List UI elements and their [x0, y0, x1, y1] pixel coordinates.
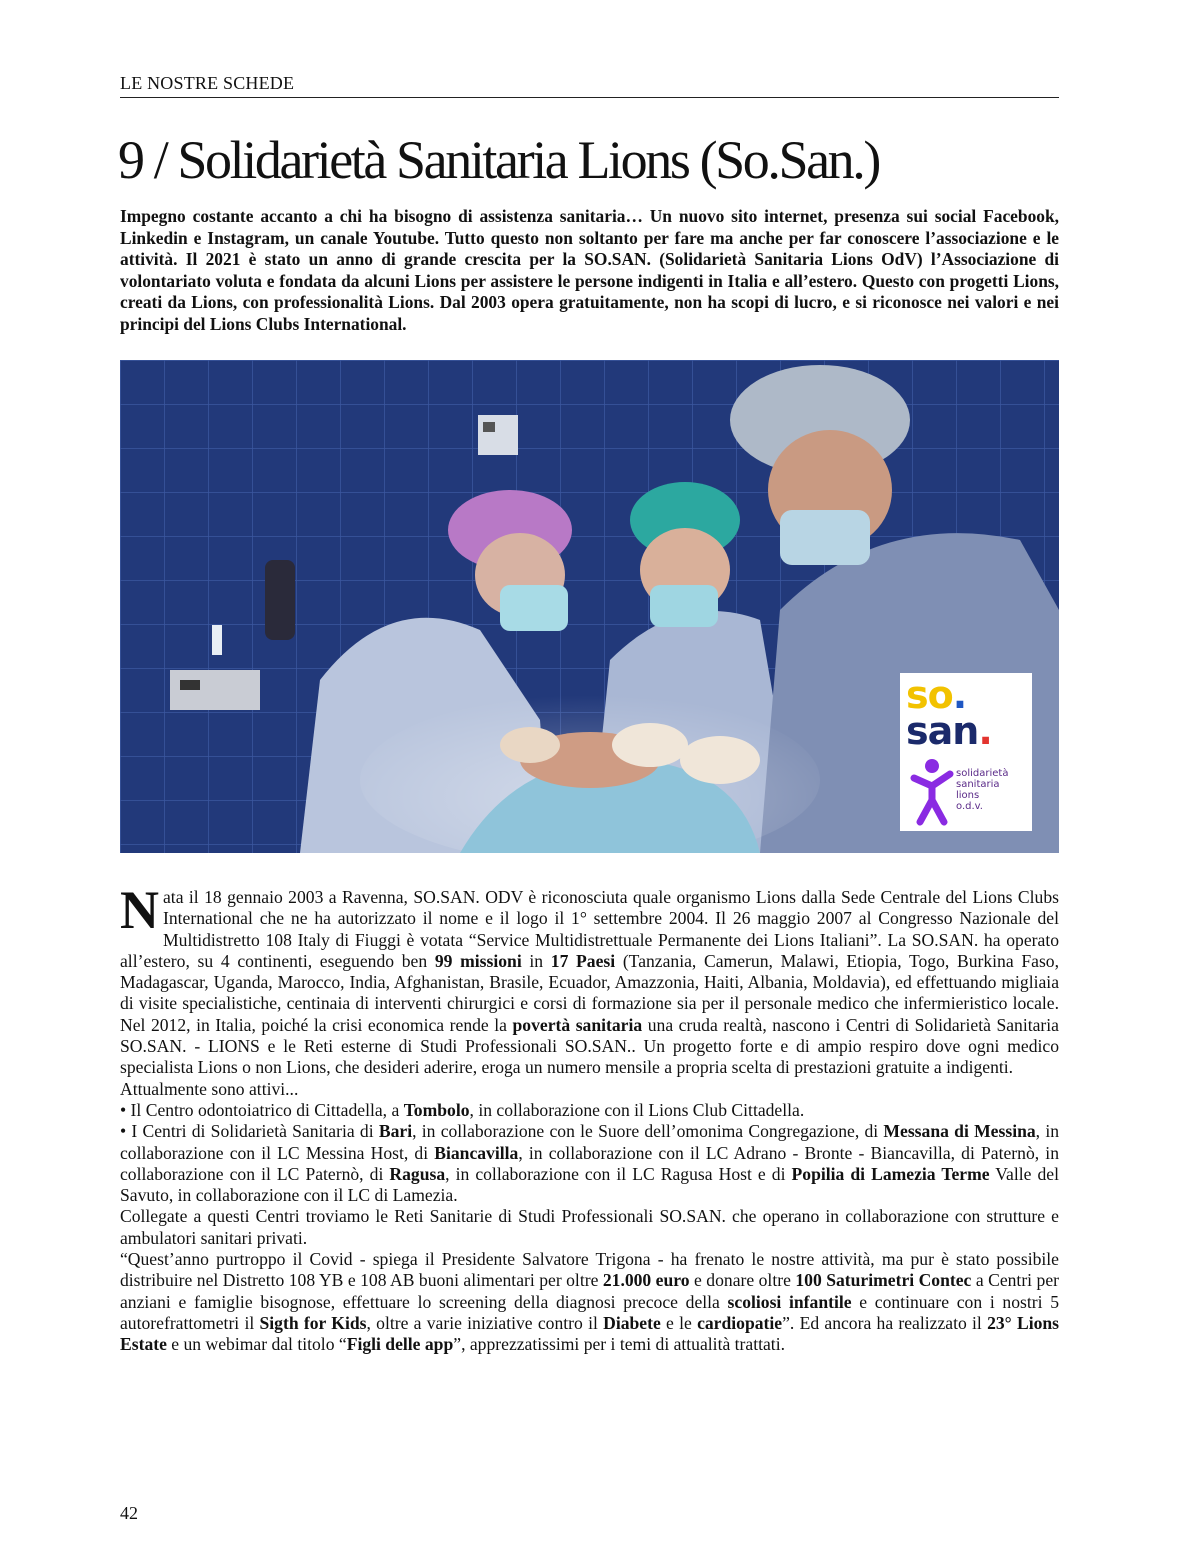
article-body	[120, 880, 1060, 1356]
page-number: 42	[120, 1503, 138, 1523]
sosan-logo	[900, 673, 1032, 831]
body-paragraph-6: “Quest’anno purtroppo il Covid - spiega il Presidente Salvatore Trigona - ha frenato le nostre attività, ma pur è stato possibile distribuire nel Distretto 108 YB e 108 AB buoni alimentari per oltre 21.000 euro e donare oltre 100 Saturimetri Contec a Centri per anziani e famiglie bisognose, effettuare lo screening della diagnosi precoce della scoliosi infantile e continuare con i nostri 5 autorefrattometri il Sigth for Kids, oltre a varie iniziative contro il Diabete e le cardiopatie”. Ed ancora ha realizzato il 23° Lions Estate e un webimar dal titolo “Figli delle app”, apprezzatissimi per i temi di attualità trattati.	[120, 1249, 1060, 1355]
header-rule	[120, 97, 1059, 98]
logo-wordmark-bottom: san.	[906, 709, 992, 753]
article-title: 9 / Solidarietà Sanitaria Lions (So.San.)	[118, 130, 879, 190]
body-bullet-2: • I Centri di Solidarietà Sanitaria di Bari, in collaborazione con le Suore dell’omonima Congregazione, di Messana di Messina, in collaborazione con il LC Messina Host, di Biancavilla, in collaborazione con il LC Adrano - Bronte - Biancavilla, di Paternò, in collaborazione con il LC Paternò, di Ragusa, in collaborazione con il LC Ragusa Host e di Popilia di Lamezia Terme Valle del Savuto, in collaborazione con il LC di Lamezia.	[120, 1121, 1060, 1206]
logo-wordmark-top: so.	[906, 673, 967, 717]
body-bullet-1: • Il Centro odontoiatrico di Cittadella, a Tombolo, in collaborazione con il Lions Club Cittadella.	[120, 1099, 805, 1120]
article-lead: Impegno costante accanto a chi ha bisogno di assistenza sanitaria… Un nuovo sito internet, presenza sui social Facebook, Linkedin e Instagram, un canale Youtube. Tutto questo non soltanto per fare ma anche per far conoscere l’associazione e le attività. Il 2021 è stato un anno di grande crescita per la SO.SAN. (Solidarietà Sanitaria Lions OdV) l’Associazione di volontariato voluta e fondata da alcuni Lions per assistere le persone indigenti in Italia e all’estero. Questo con progetti Lions, creati da Lions, con professionalità Lions. Dal 2003 opera gratuitamente, non ha scopi di lucro, e si riconosce nei valori e nei principi del Lions Clubs International.	[120, 206, 1059, 334]
body-paragraph-5: Collegate a questi Centri troviamo le Reti Sanitarie di Studi Professionali SO.SAN. che operano in collaborazione con strutture e ambulatori sanitari privati.	[120, 1206, 1059, 1248]
body-paragraph-2: Attualmente sono attivi...	[120, 1078, 299, 1099]
section-label: LE NOSTRE SCHEDE	[120, 73, 295, 93]
body-paragraph-1: Nata il 18 gennaio 2003 a Ravenna, SO.SAN. ODV è riconosciuta quale organismo Lions dalla Sede Centrale del Lions Clubs International che ne ha autorizzato il nome e il logo il 1° settembre 2004. Il 26 maggio 2007 al Congresso Nazionale del Multidistretto 108 Italy di Fiuggi è votata “Service Multidistrettuale Permanente dei Lions Italiani”. La SO.SAN. ha operato all’estero, su 4 continenti, eseguendo ben 99 missioni in 17 Paesi (Tanzania, Camerun, Malawi, Etiopia, Togo, Burkina Faso, Madagascar, Uganda, Marocco, India, Afghanistan, Brasile, Ecuador, Amazzonia, Haiti, Albania, Moldavia), ed effettuando migliaia di visite specialistiche, centinaia di interventi chirurgici e corsi di formazione sia per il personale medico che infermieristico locale. Nel 2012, in Italia, poiché la crisi economica rende la povertà sanitaria una cruda realtà, nascono i Centri di Solidarietà Sanitaria SO.SAN. - LIONS e le Reti esterne di Studi Professionali SO.SAN.. Un progetto forte e di ampio respiro dove ogni medico specialista Lions o non Lions, che desideri aderire, eroga un numero mensile a propria scelta di prestazioni gratuite a indigenti.	[120, 880, 1059, 1078]
person-figure-icon	[910, 756, 954, 826]
drop-cap: N	[120, 880, 159, 940]
logo-subtitle: solidarietà sanitaria lions o.d.v.	[956, 768, 1009, 812]
